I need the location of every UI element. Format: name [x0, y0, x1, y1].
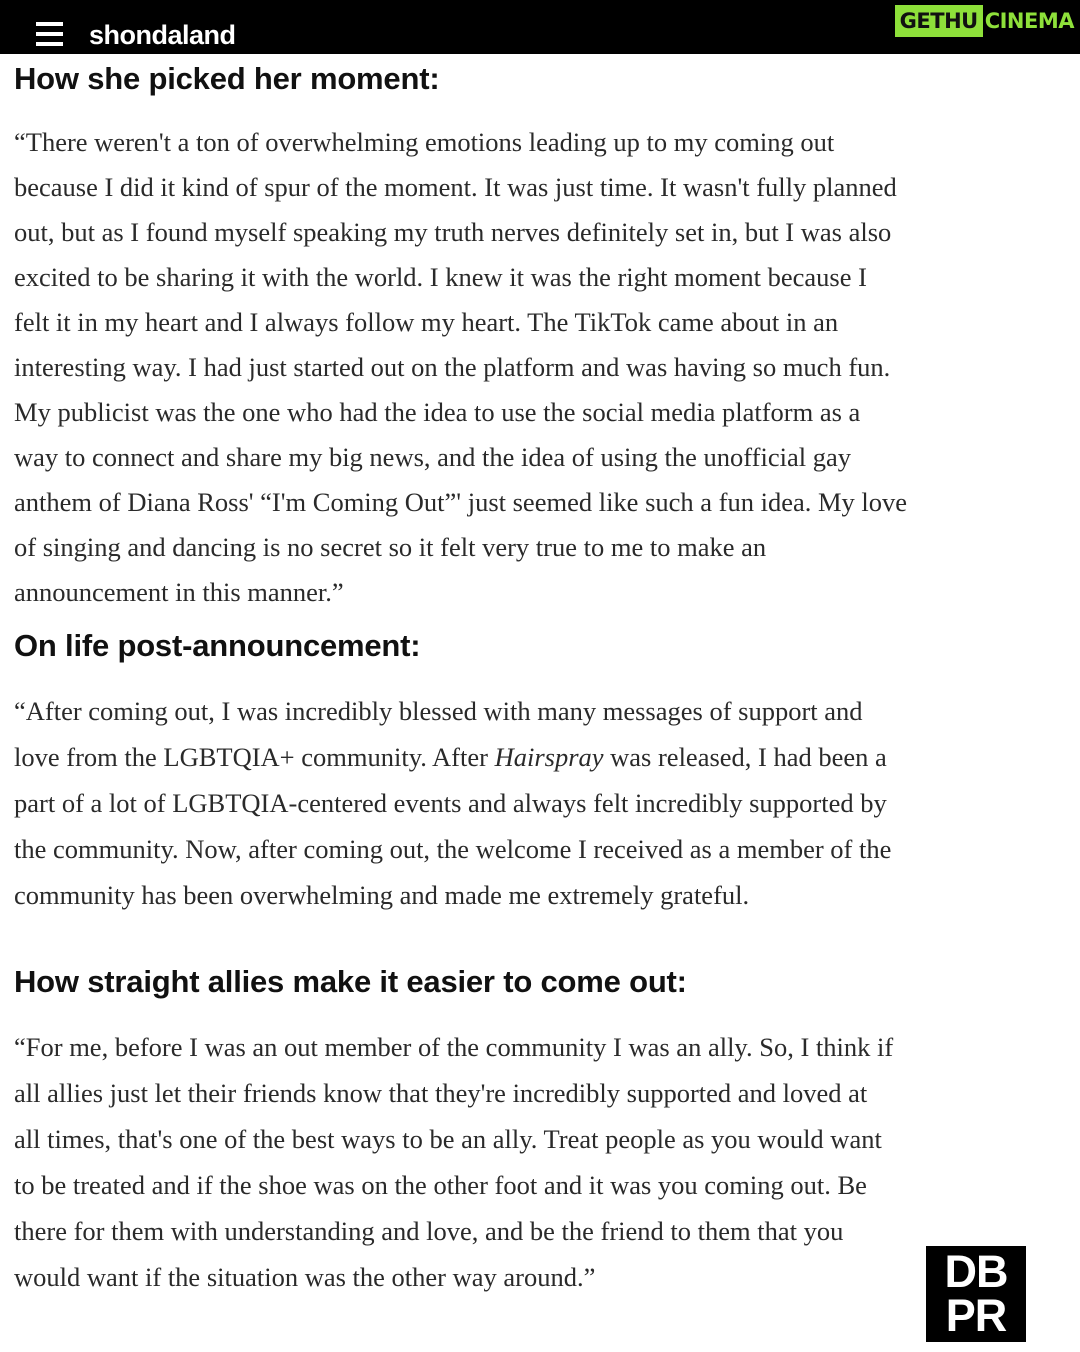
- paragraph-line: all allies just let their friends know that they're incredibly supported and loved at: [14, 1078, 868, 1108]
- top-bar: [0, 0, 1080, 54]
- watermark: [895, 6, 1074, 36]
- watermark-right: CINEMA: [984, 9, 1074, 33]
- paragraph-line: community has been overwhelming and made me extremely grateful.: [14, 880, 750, 910]
- paragraph-line: of singing and dancing is no secret so it felt very true to me to make an: [14, 532, 767, 562]
- paragraph-line: there for them with understanding and love, and be the friend to them that you: [14, 1216, 844, 1246]
- paragraph-line: “After coming out, I was incredibly blessed with many messages of support and: [14, 696, 863, 726]
- paragraph-line: interesting way. I had just started out on the platform and was having so much fun.: [14, 352, 891, 382]
- paragraph-line: “For me, before I was an out member of the community I was an ally. So, I think if: [14, 1032, 894, 1062]
- paragraph-line: “There weren't a ton of overwhelming emotions leading up to my coming out: [14, 127, 835, 157]
- paragraph-line: to be treated and if the shoe was on the other foot and it was you coming out. Be: [14, 1170, 867, 1200]
- paragraph-line: all times, that's one of the best ways to be an ally. Treat people as you would want: [14, 1124, 882, 1154]
- watermark-left: GETHU: [895, 5, 983, 37]
- paragraph-line: out, but as I found myself speaking my truth nerves definitely set in, but I was also: [14, 217, 892, 247]
- paragraph-line: the community. Now, after coming out, the welcome I received as a member of the: [14, 834, 892, 864]
- line-text: was released, I had been a: [603, 742, 887, 772]
- paragraph-line: way to connect and share my big news, and the idea of using the unofficial gay: [14, 442, 851, 472]
- section-heading: How she picked her moment:: [14, 61, 440, 96]
- film-title: Hairspray: [494, 742, 604, 772]
- paragraph-line: My publicist was the one who had the idea to use the social media platform as a: [14, 397, 861, 427]
- line-text: love from the LGBTQIA+ community. After: [14, 742, 495, 772]
- section-heading: How straight allies make it easier to come out:: [14, 964, 687, 999]
- paragraph-line: felt it in my heart and I always follow my heart. The TikTok came about in an: [14, 307, 839, 337]
- paragraph-line: anthem of Diana Ross' “I'm Coming Out”' just seemed like such a fun idea. My love: [14, 487, 908, 517]
- logo-line-1: DB: [944, 1246, 1008, 1297]
- section-paragraph: [14, 1024, 1070, 1300]
- section-heading: On life post-announcement:: [14, 628, 421, 663]
- paragraph-line: would want if the situation was the other way around.”: [14, 1262, 596, 1292]
- hamburger-menu-icon[interactable]: [36, 22, 63, 46]
- paragraph-line: [14, 734, 1070, 780]
- site-logo[interactable]: shondaland: [89, 20, 236, 50]
- dbpr-logo: [926, 1246, 1026, 1342]
- logo-line-2: PR: [945, 1290, 1007, 1341]
- paragraph-line: part of a lot of LGBTQIA-centered events and always felt incredibly supported by: [14, 788, 887, 818]
- section-paragraph: [14, 120, 1070, 615]
- paragraph-line: because I did it kind of spur of the moment. It was just time. It wasn't fully planned: [14, 172, 897, 202]
- section-paragraph: [14, 688, 1070, 918]
- paragraph-line: excited to be sharing it with the world. I knew it was the right moment because I: [14, 262, 867, 292]
- paragraph-line: announcement in this manner.”: [14, 577, 344, 607]
